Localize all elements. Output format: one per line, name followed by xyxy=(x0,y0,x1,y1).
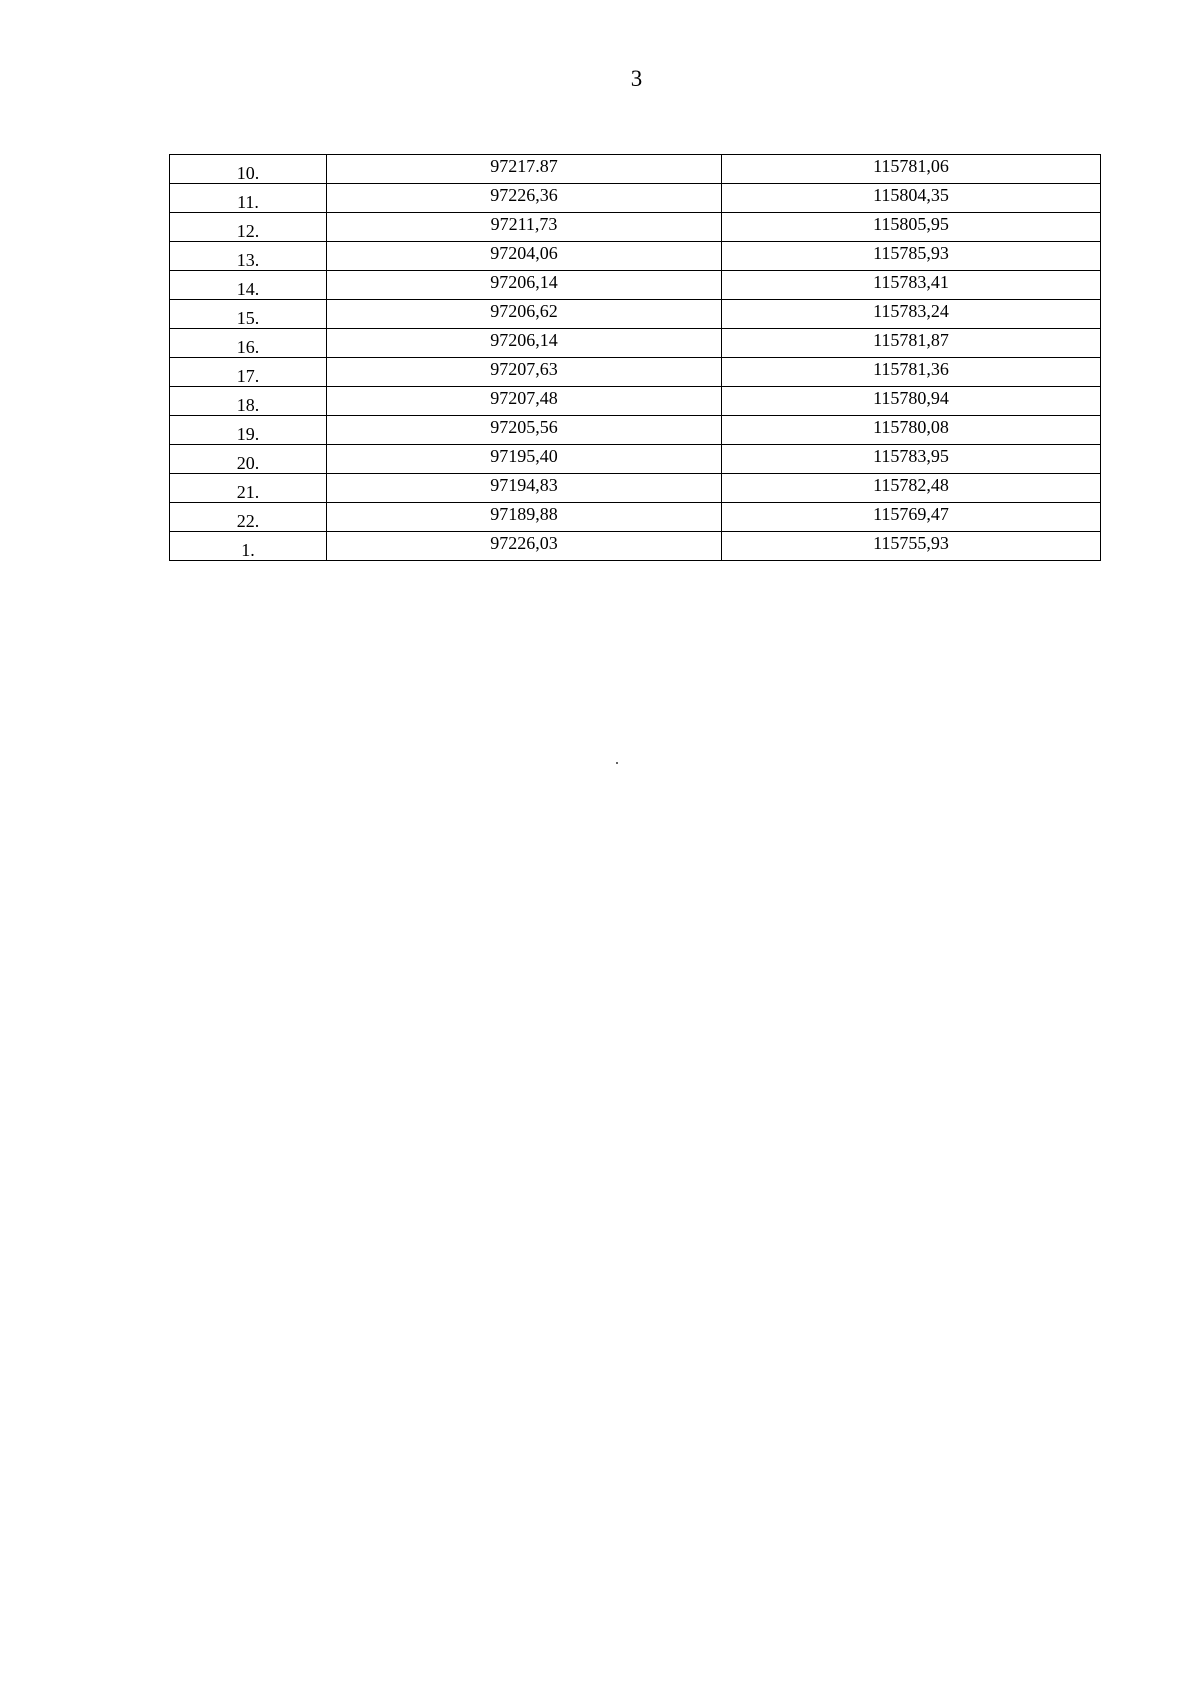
x-coordinate-cell: 97194,83 xyxy=(327,474,722,503)
y-coordinate-cell: 115783,24 xyxy=(722,300,1101,329)
table-row xyxy=(170,271,1101,300)
y-coordinate-cell: 115780,94 xyxy=(722,387,1101,416)
point-number-cell: 12. xyxy=(170,213,327,242)
x-coordinate-cell: 97205,56 xyxy=(327,416,722,445)
point-number-cell: 16. xyxy=(170,329,327,358)
point-number-cell: 20. xyxy=(170,445,327,474)
x-coordinate-cell: 97204,06 xyxy=(327,242,722,271)
table-row xyxy=(170,416,1101,445)
y-coordinate-cell: 115804,35 xyxy=(722,184,1101,213)
x-coordinate-cell: 97207,63 xyxy=(327,358,722,387)
point-number-cell: 10. xyxy=(170,155,327,184)
point-number-cell: 22. xyxy=(170,503,327,532)
table-row xyxy=(170,358,1101,387)
y-coordinate-cell: 115805,95 xyxy=(722,213,1101,242)
y-coordinate-cell: 115781,06 xyxy=(722,155,1101,184)
table-row xyxy=(170,329,1101,358)
y-coordinate-cell: 115782,48 xyxy=(722,474,1101,503)
x-coordinate-cell: 97189,88 xyxy=(327,503,722,532)
table-row xyxy=(170,445,1101,474)
point-number-cell: 1. xyxy=(170,532,327,561)
y-coordinate-cell: 115780,08 xyxy=(722,416,1101,445)
x-coordinate-cell: 97206,14 xyxy=(327,329,722,358)
y-coordinate-cell: 115781,36 xyxy=(722,358,1101,387)
x-coordinate-cell: 97195,40 xyxy=(327,445,722,474)
x-coordinate-cell: 97206,62 xyxy=(327,300,722,329)
table-row xyxy=(170,300,1101,329)
y-coordinate-cell: 115769,47 xyxy=(722,503,1101,532)
table-row xyxy=(170,503,1101,532)
page-number: 3 xyxy=(630,66,643,91)
y-coordinate-cell: 115781,87 xyxy=(722,329,1101,358)
x-coordinate-cell: 97206,14 xyxy=(327,271,722,300)
table-row xyxy=(170,532,1101,561)
table-row xyxy=(170,242,1101,271)
point-number-cell: 21. xyxy=(170,474,327,503)
point-number-cell: 11. xyxy=(170,184,327,213)
x-coordinate-cell: 97217.87 xyxy=(327,155,722,184)
x-coordinate-cell: 97207,48 xyxy=(327,387,722,416)
y-coordinate-cell: 115785,93 xyxy=(722,242,1101,271)
coordinates-table xyxy=(169,154,1101,561)
point-number-cell: 13. xyxy=(170,242,327,271)
point-number-cell: 17. xyxy=(170,358,327,387)
point-number-cell: 19. xyxy=(170,416,327,445)
x-coordinate-cell: 97226,36 xyxy=(327,184,722,213)
table-row xyxy=(170,213,1101,242)
table-row xyxy=(170,155,1101,184)
y-coordinate-cell: 115783,95 xyxy=(722,445,1101,474)
table-row xyxy=(170,474,1101,503)
point-number-cell: 15. xyxy=(170,300,327,329)
x-coordinate-cell: 97226,03 xyxy=(327,532,722,561)
x-coordinate-cell: 97211,73 xyxy=(327,213,722,242)
scan-speck xyxy=(616,762,618,764)
y-coordinate-cell: 115755,93 xyxy=(722,532,1101,561)
point-number-cell: 18. xyxy=(170,387,327,416)
y-coordinate-cell: 115783,41 xyxy=(722,271,1101,300)
point-number-cell: 14. xyxy=(170,271,327,300)
table-row xyxy=(170,387,1101,416)
coordinates-table-body xyxy=(170,155,1101,561)
table-row xyxy=(170,184,1101,213)
